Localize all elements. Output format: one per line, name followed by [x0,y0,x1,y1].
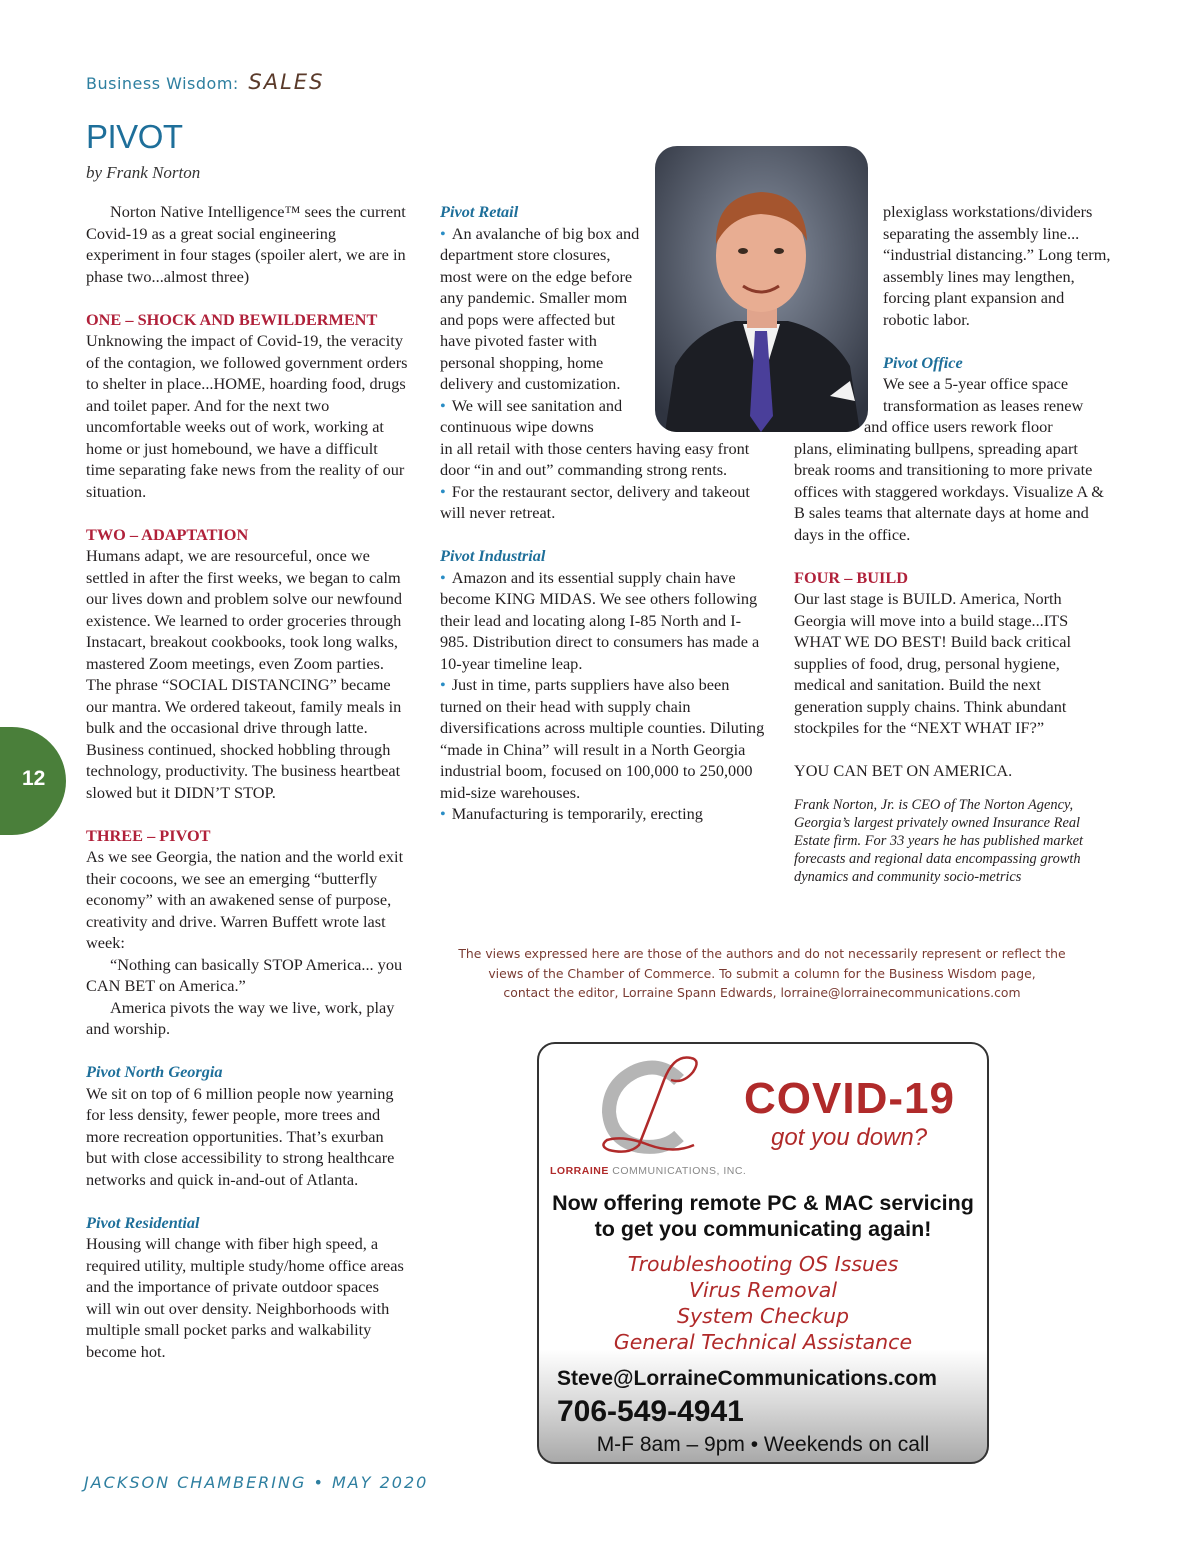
ad-headline: COVID-19 [744,1074,955,1123]
bullet-icon: • [440,481,446,501]
paragraph: Unknowing the impact of Covid-19, the veracity of the contagion, we followed government orders to shelter in place...HOME, hoarding food, drugs and toilet paper. And for the next two uncomfortable weeks out of work, working at home or just homebound, we have a difficult time separating fake news from the reality of our situation. [86,331,408,501]
paragraph: As we see Georgia, the nation and the world exit their cocoons, we see an emerging “butterfly economy” with an awakened sense of purpose, creativity and drive. Warren Buffett wrote last week: [86,847,404,952]
paragraph: We sit on top of 6 million people now yearning for less density, fewer people, more trees and more recreation opportunities. That’s exurban but with close accessibility to strong healthcare networks and quick in-and-out of Atlanta. [86,1083,395,1189]
lorraine-logo-icon [579,1050,729,1162]
column-3 [794,201,1112,886]
subheading-office: Pivot Office [883,352,963,372]
bullet-icon: • [440,223,446,243]
section-header [86,70,324,94]
bullet-icon: • [440,567,446,587]
byline: by Frank Norton [86,163,201,182]
paragraph: plans, eliminating bullpens, spreading apart break rooms and transitioning to more private offices with staggered workdays. Visualize A & B sales teams that alternate days at home and days in the office. [794,438,1104,544]
quote: “Nothing can basically STOP America... you CAN BET on America.” [86,954,403,995]
bullet-item: • Manufacturing is temporarily, erecting [440,804,703,823]
intro-paragraph: Norton Native Intelligence™ sees the current Covid-19 as a great social engineering experiment in four stages (spoiler alert, we are in phase two...almost three) [86,202,406,286]
heading-stage-four: FOUR – BUILD [794,567,908,587]
disclaimer: The views expressed here are those of the authors and do not necessarily represent or reflect the views of the Chamber of Commerce. To submit a column for the Business Wisdom page, contact the editor, Lorraine Spann Edwards, lorraine@lorrainecommunications.com [458,946,1066,1000]
closing-line: YOU CAN BET ON AMERICA. [794,761,1013,780]
bullet-item: • An avalanche of big box and department store closures, most were on the edge before any pandemic. Smaller mom and pops were affected but have pivoted faster with personal shopping, home delivery and customization. [440,223,640,393]
paragraph: Our last stage is BUILD. America, North Georgia will move into a build stage...ITS WHAT WE DO BEST! Build back critical supplies of food, drug, personal hygiene, medical and sanitation. Build the next generation supply chains. Think abundant stockpiles for the “NEXT WHAT IF?” [794,589,1072,737]
service-item: Virus Removal [688,1278,838,1302]
paragraph: Humans adapt, we are resourceful, once we settled in after the first weeks, we began to calm our lives down and problem solve our newfound existence. We learned to order groceries through Instacart, breakout cookbooks, took long walks, mastered Zoom meetings, even Zoom parties. The phrase “SOCIAL DISTANCING” became our mantra. We ordered takeout, family meals in bulk and the occasional drive through latte. Business continued, shocked hobbling through technology, productivity. The business heartbeat slowed but it DIDN’T STOP. [86,546,403,802]
contact-email: Steve@LorraineCommunications.com [557,1367,937,1390]
subheading-industrial: Pivot Industrial [440,546,546,565]
heading-stage-one: ONE – SHOCK AND BEWILDERMENT [86,309,378,329]
paragraph: Housing will change with fiber high speed, a required utility, multiple study/home office areas and the importance of private outdoor spaces will win out over density. Neighborhoods with multiple small pocket parks and walkability become hot. [86,1234,404,1361]
bullet-icon: • [440,804,446,823]
subheading-retail: Pivot Retail [440,202,519,221]
paragraph: America pivots the way we live, work, play and worship. [86,997,395,1038]
author-bio: Frank Norton, Jr. is CEO of The Norton Agency, Georgia’s largest privately owned Insurance Real Estate firm. For 33 years he has published market forecasts and regional data encompassing growth dynamics and community socio-metrics [794,796,1083,885]
subheading-residential: Pivot Residential [86,1212,200,1232]
heading-stage-two: TWO – ADAPTATION [86,524,249,544]
bullet-item: • Amazon and its essential supply chain have become KING MIDAS. We see others following their lead and locating along I-85 North and I-985. Distribution direct to consumers has made a 10-year timeline leap. [440,567,760,673]
bullet-icon: • [440,395,446,415]
bullet-icon: • [440,675,446,694]
subheading-north-georgia: Pivot North Georgia [86,1062,223,1081]
page-number: 12 [22,767,46,790]
ad-offer: Now offering remote PC & MAC servicing to get you communicating again! [552,1191,974,1241]
service-item: Troubleshooting OS Issues [627,1252,899,1276]
company-name: LORRAINE COMMUNICATIONS, INC. [550,1165,747,1177]
paragraph: in all retail with those centers having easy front door “in and out” commanding strong rents. [440,438,750,479]
section-label: Business Wisdom: [86,74,239,93]
page-footer: JACKSON CHAMBERING • MAY 2020 [84,1473,429,1492]
section-topic: SALES [248,70,325,94]
business-hours: M-F 8am – 9pm • Weekends on call [596,1433,930,1456]
bullet-item: • For the restaurant sector, delivery and takeout will never retreat. [440,481,750,522]
article-title: PIVOT [86,118,183,155]
ad-subhead: got you down? [771,1124,928,1151]
service-item: System Checkup [676,1304,850,1328]
service-item: General Technical Assistance [613,1330,913,1354]
contact-phone: 706-549-4941 [557,1395,744,1428]
page-number-tab [0,727,66,835]
paragraph: plexiglass workstations/dividers separating the assembly line... “industrial distancing.” Long term, assembly lines may lengthen, forcing plant expansion and robotic labor. [883,202,1111,329]
paragraph: and office users rework floor [864,417,1053,436]
advertisement [537,1042,989,1464]
heading-stage-three: THREE – PIVOT [86,825,211,845]
service-list [539,1251,987,1355]
column-1 [86,201,408,1362]
bullet-item: • Just in time, parts suppliers have also been turned on their head with supply chain diversifications across multiple counties. Diluting “made in China” will result in a North Georgia industrial boom, focused on 100,000 to 250,000 mid-size warehouses. [440,675,765,802]
bullet-item: • We will see sanitation and continuous wipe downs [440,395,623,436]
paragraph: We see a 5-year office space transformation as leases renew [883,374,1084,415]
